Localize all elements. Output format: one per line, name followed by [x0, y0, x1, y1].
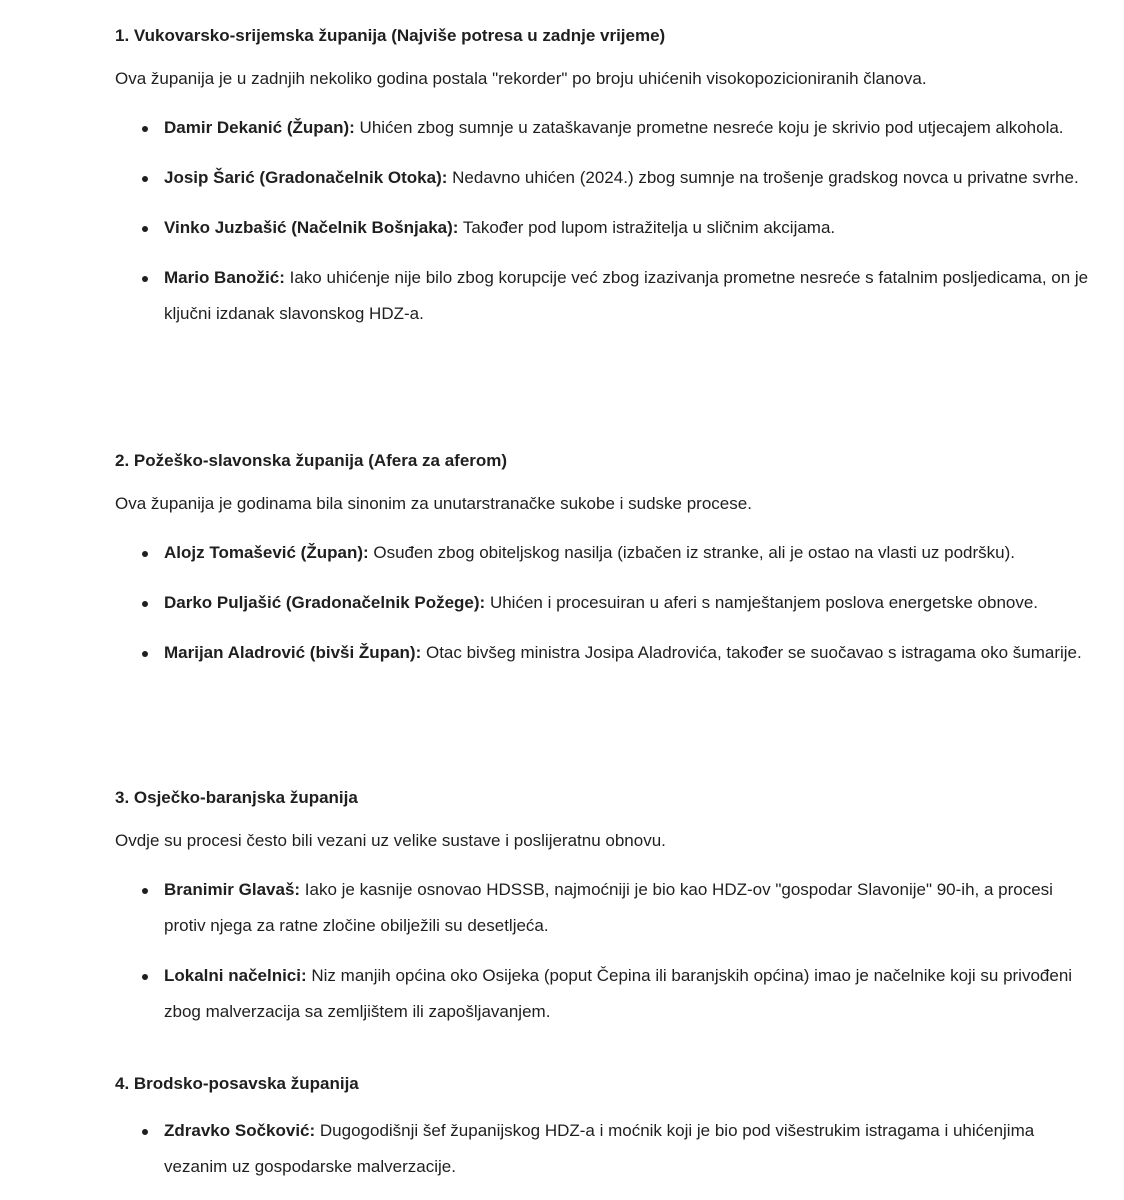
- item-text: Uhićen zbog sumnje u zataškavanje prometne nesreće koju je skrivio pod utjecajem alkohola.: [354, 118, 1064, 137]
- bullet-list: [115, 872, 1090, 1030]
- section-intro: Ova županija je u zadnjih nekoliko godina postala "rekorder" po broju uhićenih visokopozicioniranih članova.: [115, 69, 927, 88]
- bullet-list: [115, 1113, 1090, 1185]
- list-item: [115, 535, 1090, 571]
- list-item: [115, 958, 1090, 1030]
- section-heading: 1. Vukovarsko-srijemska županija (Najviše potresa u zadnje vrijeme): [115, 26, 666, 45]
- bullet-list: [115, 535, 1090, 671]
- bullet-dot: [142, 601, 148, 607]
- section-heading: 3. Osječko-baranjska županija: [115, 788, 358, 807]
- bullet-dot: [142, 1129, 148, 1135]
- bullet-dot: [142, 226, 148, 232]
- bullet-dot: [142, 651, 148, 657]
- section-vukovarsko-srijemska: [115, 24, 1090, 332]
- list-item: [115, 160, 1090, 196]
- section-osjecko-baranjska: [115, 786, 1090, 1030]
- item-name: Marijan Aladrović (bivši Župan):: [164, 643, 422, 662]
- list-item: [115, 1113, 1090, 1185]
- item-text: Uhićen i procesuiran u aferi s namještanjem poslova energetske obnove.: [485, 593, 1039, 612]
- section-brodsko-posavska: [115, 1072, 1090, 1185]
- item-text: Otac bivšeg ministra Josipa Aladrovića, također se suočavao s istragama oko šumarije.: [421, 643, 1082, 662]
- bullet-dot: [142, 126, 148, 132]
- item-name: Josip Šarić (Gradonačelnik Otoka):: [164, 168, 448, 187]
- bullet-dot: [142, 551, 148, 557]
- item-text: Također pod lupom istražitelja u sličnim akcijama.: [458, 218, 836, 237]
- section-pozesko-slavonska: [115, 449, 1090, 671]
- bullet-list: [115, 110, 1090, 332]
- item-name: Mario Banožić:: [164, 268, 285, 287]
- bullet-dot: [142, 888, 148, 894]
- item-name: Zdravko Sočković:: [164, 1121, 316, 1140]
- bullet-dot: [142, 974, 148, 980]
- section-heading: 4. Brodsko-posavska županija: [115, 1074, 359, 1093]
- item-name: Alojz Tomašević (Župan):: [164, 543, 369, 562]
- list-item: [115, 872, 1090, 944]
- bullet-dot: [142, 276, 148, 282]
- item-name: Lokalni načelnici:: [164, 966, 307, 985]
- list-item: [115, 635, 1090, 671]
- item-text: Nedavno uhićen (2024.) zbog sumnje na trošenje gradskog novca u privatne svrhe.: [447, 168, 1079, 187]
- list-item: [115, 260, 1090, 332]
- section-heading: 2. Požeško-slavonska županija (Afera za aferom): [115, 451, 508, 470]
- item-name: Vinko Juzbašić (Načelnik Bošnjaka):: [164, 218, 459, 237]
- list-item: [115, 110, 1090, 146]
- section-intro: Ova županija je godinama bila sinonim za unutarstranačke sukobe i sudske procese.: [115, 494, 752, 513]
- item-name: Damir Dekanić (Župan):: [164, 118, 355, 137]
- item-name: Darko Puljašić (Gradonačelnik Požege):: [164, 593, 486, 612]
- list-item: [115, 585, 1090, 621]
- list-item: [115, 210, 1090, 246]
- item-text: Iako je kasnije osnovao HDSSB, najmoćniji je bio kao HDZ-ov "gospodar Slavonije" 90-ih, a procesi protiv njega za ratne zločine obilježili su desetljeća.: [164, 880, 1053, 935]
- item-text: Niz manjih općina oko Osijeka (poput Čepina ili baranjskih općina) imao je načelnike koji su privođeni zbog malverzacija sa zemljištem ili zapošljavanjem.: [164, 966, 1073, 1021]
- item-name: Branimir Glavaš:: [164, 880, 301, 899]
- section-intro: Ovdje su procesi često bili vezani uz velike sustave i poslijeratnu obnovu.: [115, 831, 666, 850]
- item-text: Dugogodišnji šef županijskog HDZ-a i moćnik koji je bio pod višestrukim istragama i uhićenjima vezanim uz gospodarske malverzacije.: [164, 1121, 1035, 1176]
- item-text: Osuđen zbog obiteljskog nasilja (izbačen iz stranke, ali je ostao na vlasti uz podršku).: [368, 543, 1015, 562]
- item-text: Iako uhićenje nije bilo zbog korupcije već zbog izazivanja prometne nesreće s fatalnim posljedicama, on je ključni izdanak slavonskog HDZ-a.: [164, 268, 1089, 323]
- bullet-dot: [142, 176, 148, 182]
